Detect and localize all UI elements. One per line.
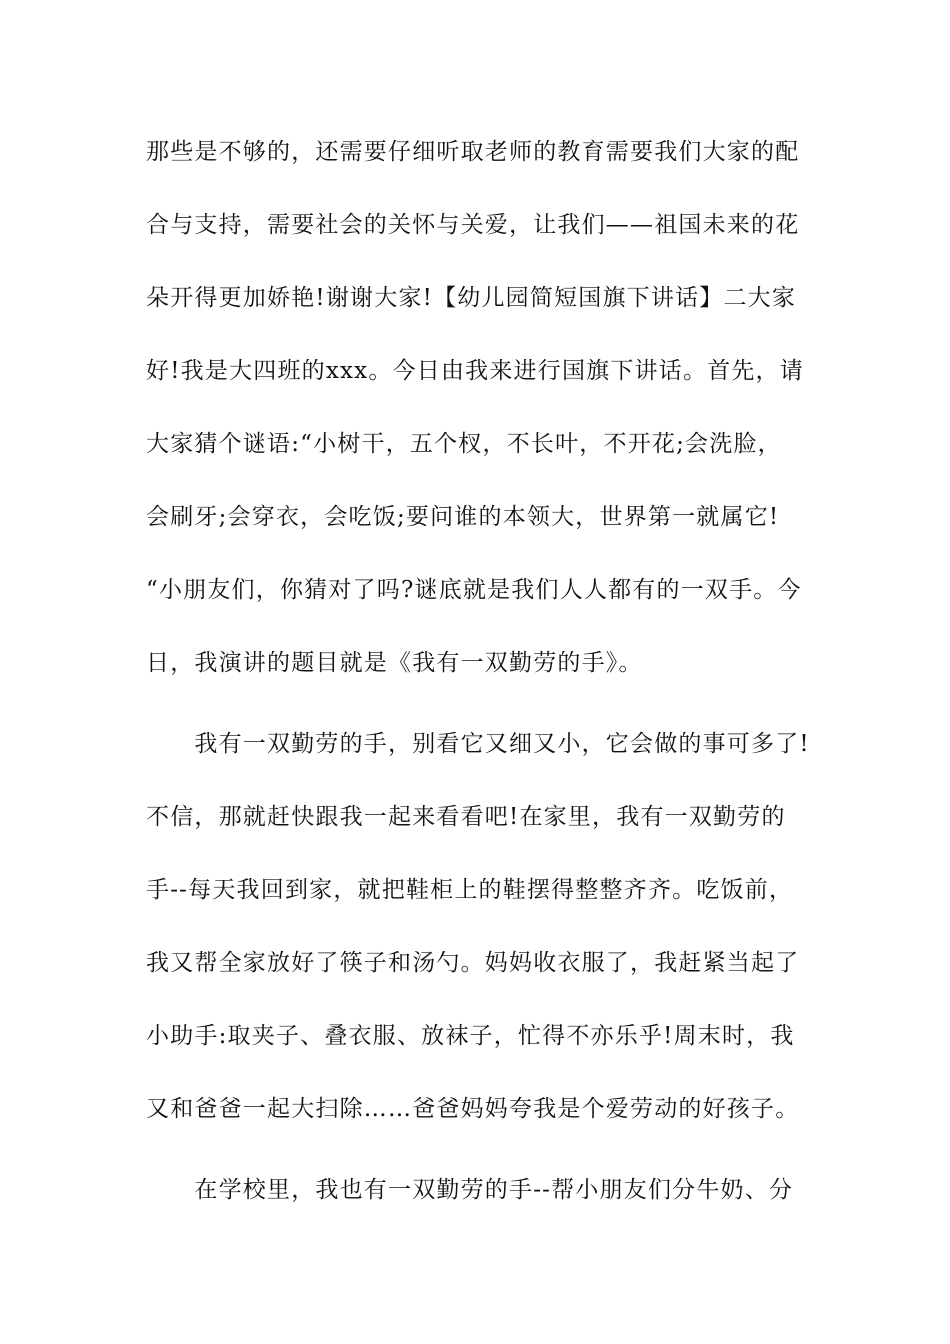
text-line: 不信，那就赶快跟我一起来看看吧!在家里，我有一双勤劳的 xyxy=(146,804,786,830)
text-line: 那些是不够的，还需要仔细听取老师的教育需要我们大家的配 xyxy=(146,139,800,165)
text-line: 我又帮全家放好了筷子和汤勺。妈妈收衣服了，我赶紧当起了 xyxy=(146,950,800,976)
text-line: 会刷牙;会穿衣，会吃饭;要问谁的本领大，世界第一就属它! xyxy=(146,504,780,530)
text-line: 合与支持，需要社会的关怀与关爱，让我们——祖国未来的花 xyxy=(146,212,800,238)
text-line: 又和爸爸一起大扫除……爸爸妈妈夸我是个爱劳动的好孩子。 xyxy=(146,1096,800,1122)
text-line: “小朋友们，你猜对了吗?谜底就是我们人人都有的一双手。今 xyxy=(146,577,802,603)
text-line: 在学校里，我也有一双勤劳的手--帮小朋友们分牛奶、分 xyxy=(146,1177,794,1203)
text-line: 日，我演讲的题目就是《我有一双勤劳的手》。 xyxy=(146,650,643,676)
text-line: 大家猜个谜语:“小树干，五个杈，不长叶，不开花;会洗脸， xyxy=(146,431,782,457)
text-line: 我有一双勤劳的手，别看它又细又小，它会做的事可多了! xyxy=(146,731,810,757)
text-line: 好!我是大四班的xxx。今日由我来进行国旗下讲话。首先，请 xyxy=(146,358,804,384)
text-line: 手--每天我回到家，就把鞋柜上的鞋摆得整整齐齐。吃饭前， xyxy=(146,877,794,903)
text-line: 小助手:取夹子、叠衣服、放袜子，忙得不亦乐乎!周末时，我 xyxy=(146,1023,795,1049)
text-line: 朵开得更加娇艳!谢谢大家!【幼儿园简短国旗下讲话】二大家 xyxy=(146,285,797,311)
